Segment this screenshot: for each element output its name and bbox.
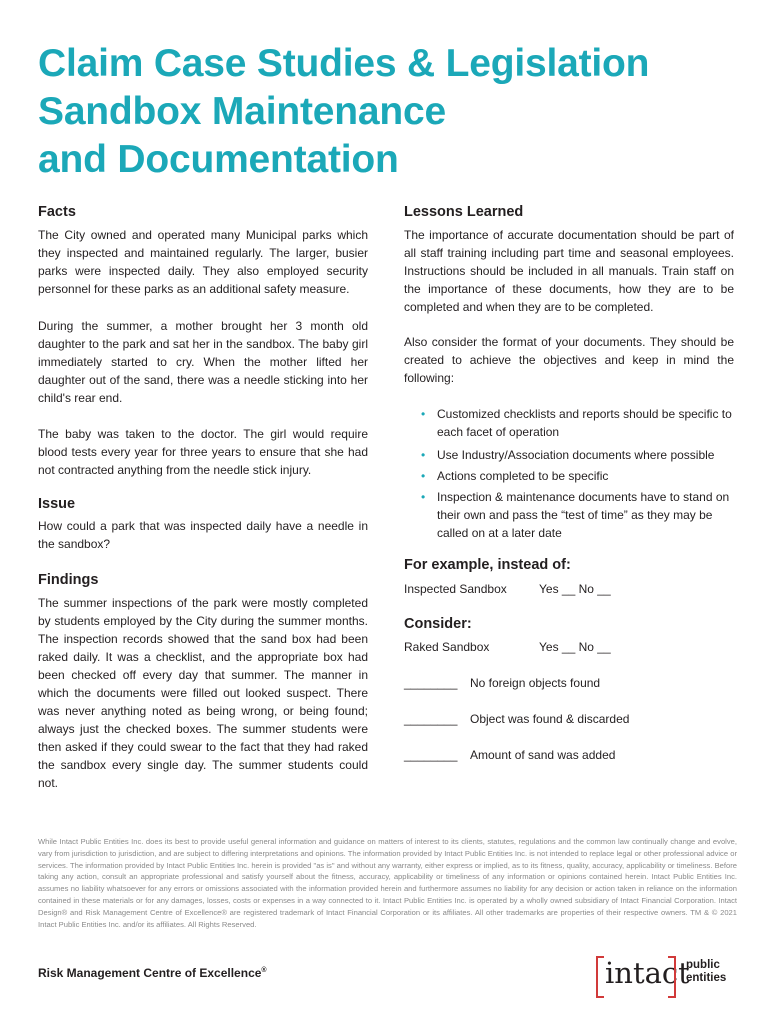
- example-yes-no: Yes __ No __: [539, 582, 611, 596]
- lessons-bullet-list: [404, 405, 734, 542]
- logo-wordmark: intact: [605, 956, 690, 990]
- facts-heading: Facts: [38, 204, 76, 220]
- blank-line-1: ________: [404, 676, 458, 690]
- logo-bracket-right: [668, 956, 676, 998]
- facts-paragraph-3: The baby was taken to the doctor. The girl would require blood tests every year for three years to ensure that she had not contracted anything from the needle stick injury.: [38, 427, 368, 477]
- example-item-label: Inspected Sandbox: [404, 582, 507, 596]
- consider-heading: Consider:: [404, 616, 472, 632]
- list-item: • Inspection & maintenance documents have to stand on their own and pass the “test of time” as they may be called on at a later date: [404, 488, 734, 542]
- footer-brand: [38, 966, 267, 980]
- lessons-heading: Lessons Learned: [404, 204, 524, 220]
- list-item: • Actions completed to be specific: [404, 467, 734, 485]
- list-item: • Use Industry/Association documents where possible: [404, 446, 734, 464]
- registered-mark: ®: [261, 967, 267, 974]
- logo-subtitle-line-2: entities: [686, 972, 727, 984]
- blank-line-3: ________: [404, 748, 458, 762]
- facts-paragraph-1: The City owned and operated many Municipal parks which they inspected and maintained regularly. The larger, busier parks were inspected daily. They also employed security personnel for these parks as an additional safety measure.: [38, 228, 368, 296]
- list-item: • Customized checklists and reports should be specific to each facet of operation: [404, 405, 734, 441]
- issue-heading: Issue: [38, 496, 76, 512]
- logo-bracket-left: [596, 956, 604, 998]
- intact-public-entities-logo: [596, 956, 736, 996]
- consider-line-1: No foreign objects found: [470, 676, 601, 690]
- logo-subtitle-line-1: public: [686, 959, 720, 971]
- footer-brand-text: Risk Management Centre of Excellence: [38, 966, 262, 980]
- findings-text: The summer inspections of the park were mostly completed by students employed by the City during the summer months. The inspection records showed that the sand box had been raked daily. It was a checklist, and the appropriate box had been checked off every day that summer. The manner in which the documents were filled out looked suspect. There was never anything noted as being wrong, or being found; always just the checked boxes. The summer students were then asked if they could swear to the fact that they had raked the sandbox every single day. The summer students could not.: [38, 596, 368, 790]
- blank-line-2: ________: [404, 712, 458, 726]
- lessons-paragraph-2: Also consider the format of your documents. They should be created to achieve the objectives and keep in mind the following:: [404, 335, 734, 385]
- consider-line-2: Object was found & discarded: [470, 712, 630, 726]
- legal-disclaimer: While Intact Public Entities Inc. does its best to provide useful general information and guidance on matters of interest to its clients, statutes, regulations and the common law continually change and evolve, vary from jurisdiction to jurisdiction, and are subject to differing interpretations and opinions. The information provided by Intact Public Entities Inc. is not intended to replace legal or other professional advice or services. The information provided by Intact Public Entities Inc. herein is provided "as is" and without any warranty, either express or implied, as to its fitness, quality, accuracy, applicability or timeliness. Before taking any action, consult an appropriate professional and satisfy yourself about the fitness, accuracy, applicability or timeliness of any information or opinions contained herein. Intact Public Entities Inc. assumes no liability whatsoever for any errors or omissions associated with the information provided herein and furthermore assumes no liability for any decision or action taken in reliance on the information contained in these materials or for any damages, losses, costs or expenses in a way connected to it. Intact Public Entities Inc. is operated by a wholly owned subsidiary of Intact Financial Corporation. Intact Design® and Risk Management Centre of Excellence® are registered trademark of Intact Financial Corporation or its affiliates. All other trademarks are properties of their respective owners. TM & © 2021 Intact Public Entities Inc. and/or its affiliates. All Rights Reserved.: [38, 837, 737, 929]
- title-line-1: Claim Case Studies & Legislation: [38, 42, 650, 85]
- title-line-3: and Documentation: [38, 138, 399, 181]
- page-title: [38, 40, 738, 184]
- issue-text: How could a park that was inspected daily have a needle in the sandbox?: [38, 519, 368, 551]
- findings-heading: Findings: [38, 572, 99, 588]
- logo-subtitle: [686, 959, 726, 985]
- lessons-paragraph-1: The importance of accurate documentation should be part of all staff training including part time and seasonal employees. Instructions should be included in all manuals. Train staff on the importance of these documents, how they are to be completed and when they are to be completed.: [404, 228, 734, 314]
- consider-line-3: Amount of sand was added: [470, 748, 616, 762]
- facts-paragraph-2: During the summer, a mother brought her 3 month old daughter to the park and sat her in the sandbox. The baby girl immediately started to cry. When the mother lifted her daughter out of the sand, there was a needle sticking into her child's rear end.: [38, 319, 368, 405]
- title-line-2: Sandbox Maintenance: [38, 90, 446, 133]
- example-heading: For example, instead of:: [404, 557, 571, 573]
- consider-item-label: Raked Sandbox: [404, 640, 490, 654]
- consider-yes-no: Yes __ No __: [539, 640, 611, 654]
